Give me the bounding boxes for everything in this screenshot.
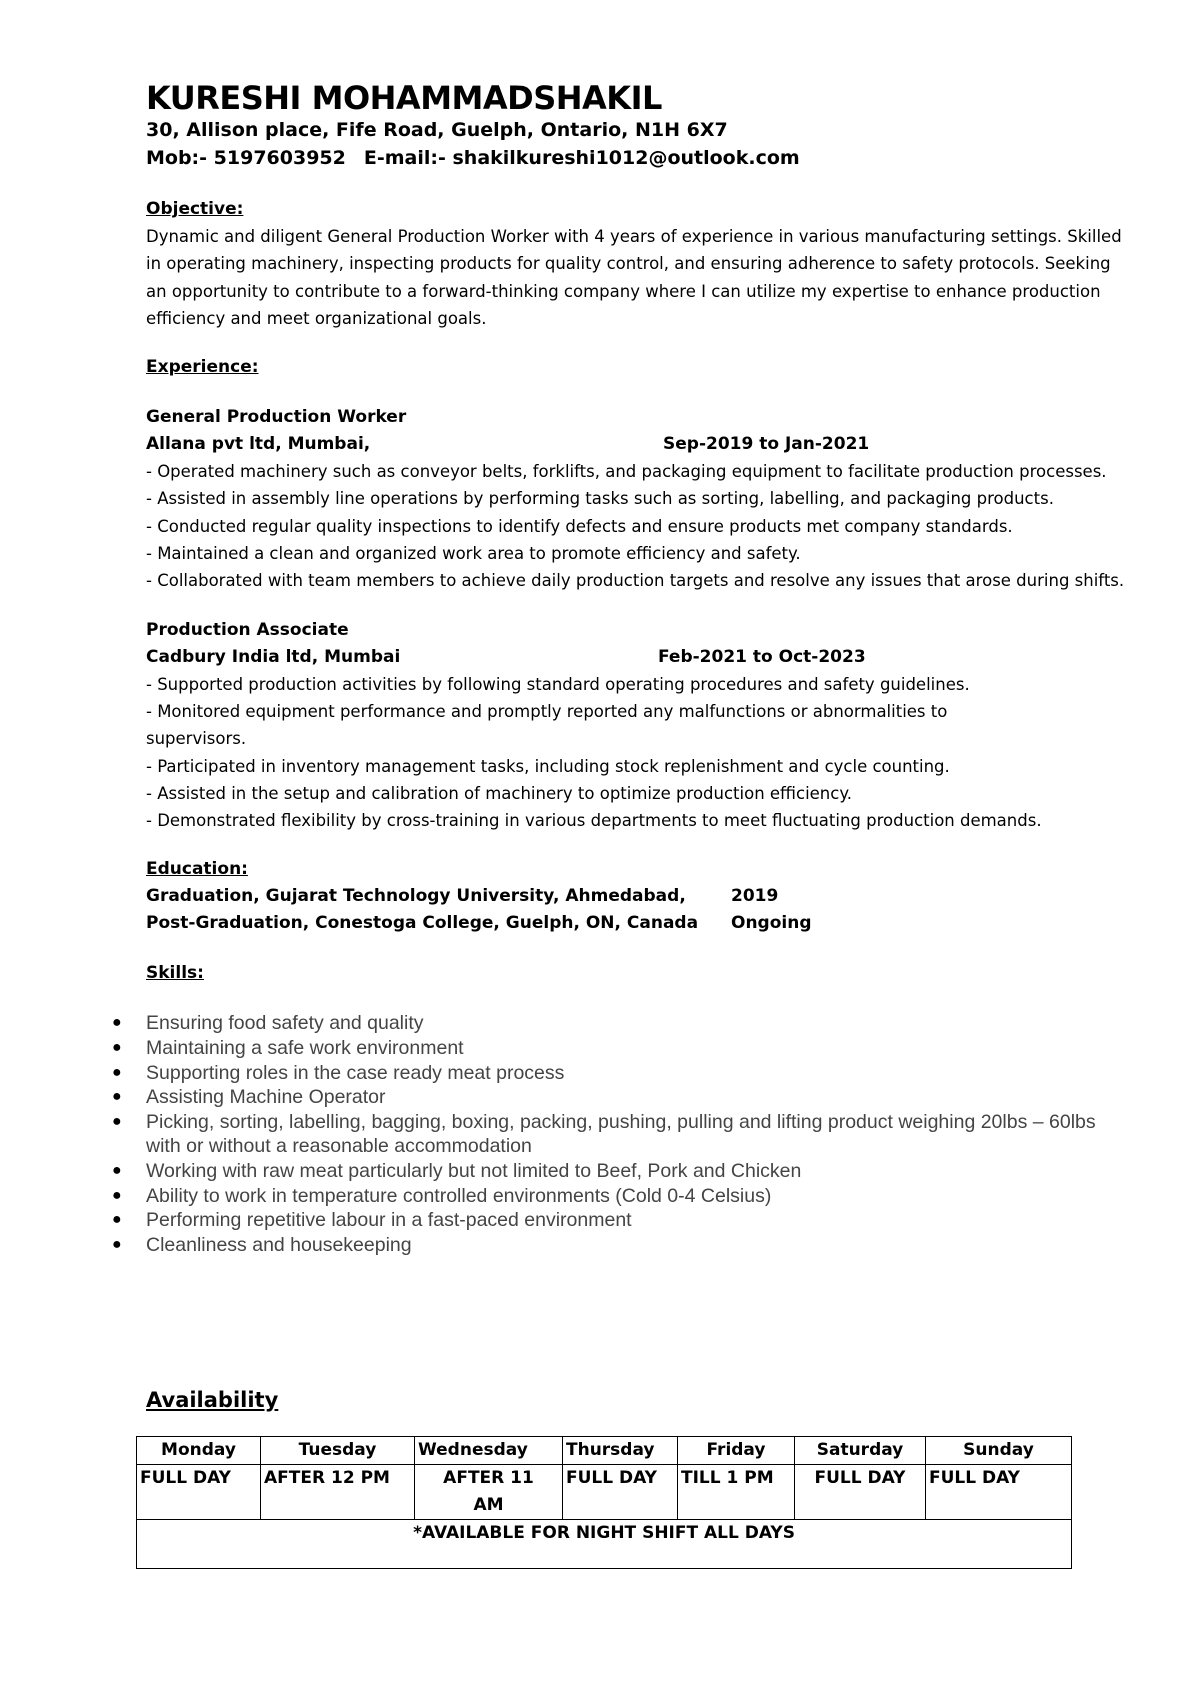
day-header: Monday: [137, 1437, 261, 1465]
availability-table: [136, 1436, 1072, 1569]
email-address: E-mail:- shakilkureshi1012@outlook.com: [363, 147, 800, 169]
job-point: - Monitored equipment performance and promptly reported any malfunctions or abnormalities to supervisors.: [146, 701, 948, 749]
job-point: - Supported production activities by following standard operating procedures and safety guidelines.: [146, 674, 970, 694]
day-header: Friday: [678, 1437, 795, 1465]
education-year: Ongoing: [731, 913, 812, 934]
job-point: - Participated in inventory management tasks, including stock replenishment and cycle counting.: [146, 756, 950, 776]
list-item: ● Assisting Machine Operator: [112, 1086, 386, 1109]
skills-heading: Skills:: [146, 963, 204, 984]
availability-cell: FULL DAY: [137, 1465, 261, 1520]
job-entry: [146, 617, 1134, 835]
availability-cell: AFTER 12 PM: [261, 1465, 415, 1520]
job-point: - Collaborated with team members to achieve daily production targets and resolve any issues that arose during shifts.: [146, 571, 1125, 591]
job-dates: Sep-2019 to Jan-2021: [663, 434, 870, 455]
availability-cell: TILL 1 PM: [678, 1465, 795, 1520]
availability-cell: AFTER 11 AM: [415, 1465, 563, 1520]
objective-heading: Objective:: [146, 199, 244, 219]
day-header: Wednesday: [415, 1437, 563, 1465]
bullet-icon: ●: [112, 1112, 122, 1130]
availability-cell: FULL DAY: [926, 1465, 1072, 1520]
night-shift-note: *AVAILABLE FOR NIGHT SHIFT ALL DAYS: [137, 1520, 1072, 1569]
availability-heading: Availability: [146, 1388, 279, 1412]
job-company-row: [146, 644, 1134, 671]
list-item: ● Ensuring food safety and quality: [112, 1012, 424, 1035]
list-item: ● Picking, sorting, labelling, bagging, boxing, packing, pushing, pulling and lifting product weighing 20lbs – 60lbs with or without a reasonable accommodation: [112, 1110, 1096, 1158]
job-title: General Production Worker: [146, 407, 407, 428]
education-degree: Post-Graduation, Conestoga College, Guelph, ON, Canada: [146, 913, 699, 934]
address: 30, Allison place, Fife Road, Guelph, Ontario, N1H 6X7: [146, 119, 728, 141]
table-row: [137, 1437, 1072, 1465]
list-item: ● Ability to work in temperature controlled environments (Cold 0-4 Celsius): [112, 1184, 772, 1207]
bullet-icon: ●: [112, 1088, 122, 1106]
table-row: [137, 1520, 1072, 1569]
bullet-icon: ●: [112, 1039, 122, 1057]
table-row: [137, 1465, 1072, 1520]
skills-list: [112, 1011, 1134, 1257]
job-point: - Conducted regular quality inspections to identify defects and ensure products met company standards.: [146, 516, 1013, 536]
bullet-icon: ●: [112, 1162, 122, 1180]
job-point: - Assisted in the setup and calibration of machinery to optimize production efficiency.: [146, 783, 852, 803]
list-item: ● Cleanliness and housekeeping: [112, 1233, 412, 1256]
education-row: [146, 910, 1134, 937]
job-point: - Maintained a clean and organized work area to promote efficiency and safety.: [146, 544, 801, 564]
bullet-icon: ●: [112, 1235, 122, 1253]
education-year: 2019: [731, 886, 779, 907]
candidate-name: KURESHI MOHAMMADSHAKIL: [146, 79, 662, 117]
job-point: - Operated machinery such as conveyor belts, forklifts, and packaging equipment to facilitate production processes.: [146, 462, 1107, 482]
job-entry: [146, 404, 1134, 594]
mobile-number: Mob:- 5197603952: [146, 147, 346, 169]
list-item: ● Supporting roles in the case ready meat process: [112, 1061, 565, 1084]
availability-cell: FULL DAY: [795, 1465, 926, 1520]
day-header: Saturday: [795, 1437, 926, 1465]
education-row: [146, 883, 1134, 910]
availability-cell: FULL DAY: [563, 1465, 678, 1520]
experience-heading: Experience:: [146, 357, 259, 378]
day-header: Thursday: [563, 1437, 678, 1465]
job-company-row: [146, 431, 1134, 458]
resume-page: [112, 78, 1134, 1257]
education-heading: Education:: [146, 859, 248, 880]
bullet-icon: ●: [112, 1014, 122, 1032]
bullet-icon: ●: [112, 1186, 122, 1204]
education-degree: Graduation, Gujarat Technology University, Ahmedabad,: [146, 886, 686, 907]
job-point: - Demonstrated flexibility by cross-training in various departments to meet fluctuating production demands.: [146, 811, 1042, 831]
bullet-icon: ●: [112, 1063, 122, 1081]
job-company: Cadbury India ltd, Mumbai: [146, 646, 401, 667]
list-item: ● Maintaining a safe work environment: [112, 1037, 464, 1060]
job-title: Production Associate: [146, 619, 349, 640]
day-header: Tuesday: [261, 1437, 415, 1465]
day-header: Sunday: [926, 1437, 1072, 1465]
job-company: Allana pvt ltd, Mumbai,: [146, 434, 371, 455]
objective-text: Dynamic and diligent General Production Worker with 4 years of experience in various manufacturing settings. Skilled in operating machinery, inspecting products for quality control, and ensuring adherence to safety protocols. Seeking an opportunity to contribute to a forward-thinking company where I can utilize my expertise to enhance production efficiency and meet organizational goals.: [146, 227, 1122, 328]
job-point: - Assisted in assembly line operations by performing tasks such as sorting, labelling, and packaging products.: [146, 489, 1054, 509]
bullet-icon: ●: [112, 1211, 122, 1229]
list-item: ● Performing repetitive labour in a fast-paced environment: [112, 1209, 632, 1232]
contact-line: [146, 144, 1134, 172]
list-item: ● Working with raw meat particularly but not limited to Beef, Pork and Chicken: [112, 1160, 802, 1183]
job-dates: Feb-2021 to Oct-2023: [658, 646, 866, 667]
